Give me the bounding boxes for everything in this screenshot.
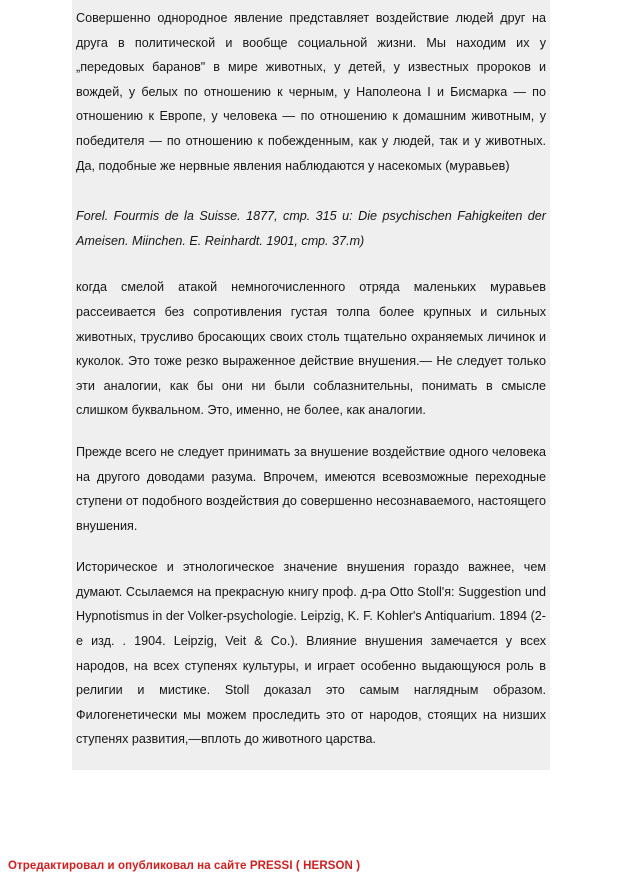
text-column: [72, 0, 550, 770]
paragraph: Прежде всего не следует принимать за внушение воздействие одного человека на другого доводами разума. Впрочем, имеются всевозможные переходные ступени от подобного воздействия до совершенно несознаваемого, настоящего внушения.: [76, 444, 546, 533]
citation-block: [72, 190, 550, 267]
publisher-watermark: Отредактировал и опубликовал на сайте PRESSI ( HERSON ): [8, 860, 361, 872]
paragraph: когда смелой атакой немногочисленного отряда маленьких муравьев рассеивается без сопротивления густая толпа более крупных и сильных животных, трусливо бросающих своих столь тщательно охраняемых личинок и куколок. Это тоже резко выраженное действие внушения.— Не следует только эти аналогии, как бы они ни были соблазнительны, понимать в смысле слишком буквальном. Это, именно, не более, как аналогии.: [76, 280, 546, 418]
citation-text: Forel. Fourmis de la Suisse. 1877, стр. 315 u: Die psychischen Fahigkeiten der Ameisen. Miinchen. E. Reinhardt. 1901, стр. 37.m): [76, 209, 546, 248]
body-text-block: [72, 267, 550, 770]
paragraph: Совершенно однородное явление представляет воздействие людей друг на друга в политической и вообще социальной жизни. Мы находим их у „передовых баранов" в мире животных, у детей, у известных пророков и вождей, у белых по отношению к черным, у Наполеона I и Бисмарка — по отношению к Европе, у человека — по отношению к домашним животным, у победителя — по отношению к побежденным, как у людей, так и у животных. Да, подобные же нервные явления наблюдаются у насекомых (муравьев): [76, 11, 546, 173]
top-text-block: [72, 0, 550, 190]
paragraph: Историческое и этнологическое значение внушения гораздо важнее, чем думают. Ссылаемся на прекрасную книгу проф. д-ра Otto Stoll'я: Suggestion und Hypnotismus in der Volker-psychologie. Leipzig, K. F. Kohler's Antiquarium. 1894 (2-е изд. . 1904. Leipzig, Veit & Co.). Влияние внушения замечается у всех народов, на всех ступенях культуры, и играет особенно выдающуюся роль в религии и мистике. Stoll доказал это самым наглядным образом. Филогенетически мы можем проследить это от народов, стоящих на низших ступенях развития,—вплоть до животного царства.: [76, 560, 546, 747]
